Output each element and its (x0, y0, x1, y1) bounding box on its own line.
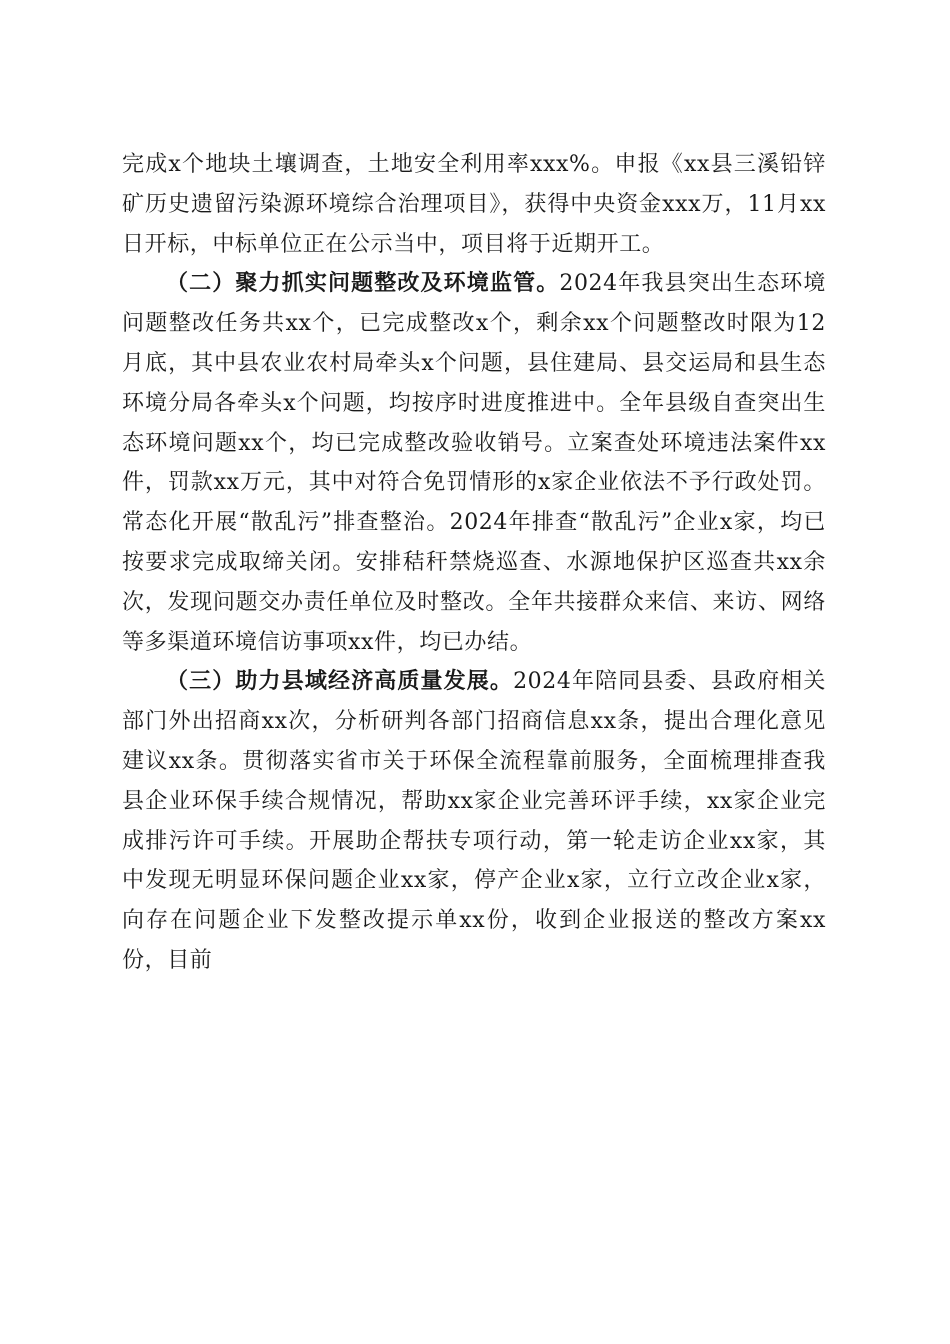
paragraph-continuation (122, 145, 826, 264)
paragraph-section-2 (122, 264, 826, 662)
paragraph-text: 2024年陪同县委、县政府相关部门外出招商xx次，分析研判各部门招商信息xx条，提出合理化意见建议xx条。贯彻落实省市关于环保全流程靠前服务，全面梳理排查我县企业环保手续合规情况，帮助xx家企业完善环评手续，xx家企业完成排污许可手续。开展助企帮扶专项行动，第一轮走访企业xx家，其中发现无明显环保问题企业xx家，停产企业x家，立行立改企业x家，向存在问题企业下发整改提示单xx份，收到企业报送的整改方案xx份，目前 (122, 669, 826, 973)
paragraph-text: 2024年我县突出生态环境问题整改任务共xx个，已完成整改x个，剩余xx个问题整改时限为12月底，其中县农业农村局牵头x个问题，县住建局、县交运局和县生态环境分局各牵头x个问题，均按序时进度推进中。全年县级自查突出生态环境问题xx个，均已完成整改验收销号。立案查处环境违法案件xx件，罚款xx万元，其中对符合免罚情形的x家企业依法不予行政处罚。常态化开展“散乱污”排查整治。2024年排查“散乱污”企业x家，均已按要求完成取缔关闭。安排秸秆禁烧巡查、水源地保护区巡查共xx余次，发现问题交办责任单位及时整改。全年共接群众来信、来访、网络等多渠道环境信访事项xx件，均已办结。 (122, 271, 826, 655)
section-heading: （三）助力县域经济高质量发展。 (166, 668, 514, 695)
paragraph-text: 完成x个地块土壤调查，土地安全利用率xxx%。申报《xx县三溪铅锌矿历史遗留污染源环境综合治理项目》，获得中央资金xxx万，11月xx日开标，中标单位正在公示当中，项目将于近期开工。 (122, 152, 826, 257)
paragraph-section-3 (122, 662, 826, 980)
section-heading: （二）聚力抓实问题整改及环境监管。 (166, 270, 560, 297)
document-body (122, 145, 826, 981)
